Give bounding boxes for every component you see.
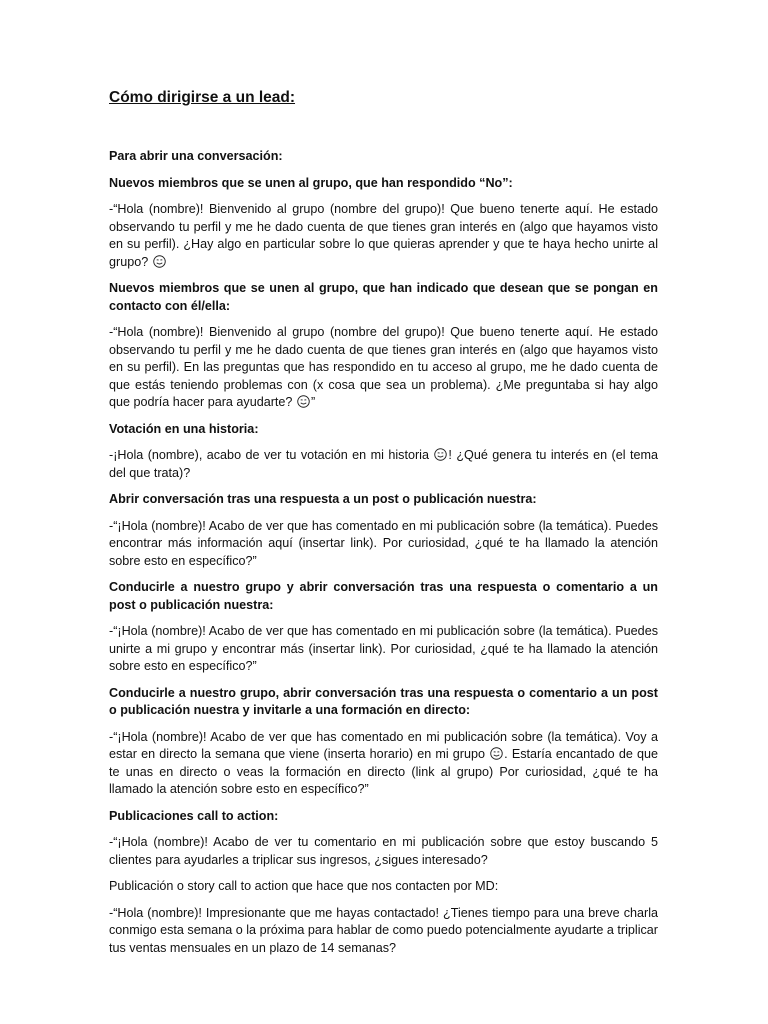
block-1-text: -“Hola (nombre)! Bienvenido al grupo (nombre del grupo)! Que bueno tenerte aquí. He estado observando tu perfil y me he dado cuenta de que tienes gran interés en (algo que hayamos visto en su perfil). En las preguntas que has respondido en tu acceso al grupo, me he dado cuenta de que estás teniendo problemas con (x cosa que sea un problema). ¿Me preguntaba si hay algo que podría hacer para ayudarte? ” <box>109 325 658 409</box>
document-title: Cómo dirigirse a un lead: <box>109 89 296 106</box>
block-5-heading: Conducirle a nuestro grupo, abrir conversación tras una respuesta o comentario a un post o publicación nuestra y invitarle a una formación en directo: <box>109 685 658 717</box>
block-0-heading: Nuevos miembros que se unen al grupo, que han respondido “No”: <box>109 175 513 190</box>
block-1-heading: Nuevos miembros que se unen al grupo, que han indicado que desean que se pongan en contacto con él/ella: <box>109 281 658 313</box>
block-7-text: -“Hola (nombre)! Impresionante que me hayas contactado! ¿Tienes tiempo para una breve charla conmigo esta semana o la próxima para hablar de como puedo potencialmente ayudarte a triplicar tus ventas mensuales en un plazo de 14 semanas? <box>109 905 658 955</box>
block-0-text: -“Hola (nombre)! Bienvenido al grupo (nombre del grupo)! Que bueno tenerte aquí. He estado observando tu perfil y me he dado cuenta de que tienes gran interés en (algo que hayamos visto en su perfil). ¿Hay algo en particular sobre lo que quieras aprender y que te haya hecho unirte al grupo? <box>109 202 658 269</box>
block-3-heading: Abrir conversación tras una respuesta a un post o publicación nuestra: <box>109 492 537 506</box>
wink-smiley-icon <box>490 747 503 760</box>
document-page <box>109 88 658 957</box>
wink-smiley-icon <box>297 395 310 408</box>
block-4-text: -“¡Hola (nombre)! Acabo de ver que has comentado en mi publicación sobre (la temática). Puedes unirte a mi grupo y encontrar más (insertar link). Por curiosidad, ¿qué te ha llamado la atención sobre esto en específico?” <box>109 624 658 673</box>
block-6-heading: Publicaciones call to action: <box>109 808 279 823</box>
block-5-text: -“¡Hola (nombre)! Acabo de ver que has comentado en mi publicación sobre (la temática). Voy a estar en directo la semana que viene (inserta horario) en mi grupo . Estaría encantado de que te unas en directo o veas la formación en directo (link al grupo) Por curiosidad, ¿qué te ha llamado la atención sobre esto en específico?” <box>109 729 658 796</box>
block-7-heading: Publicación o story call to action que hace que nos contacten por MD: <box>109 879 499 893</box>
block-2-text: -¡Hola (nombre), acabo de ver tu votación en mi historia ! ¿Qué genera tu interés en (el tema del que trata)? <box>109 448 658 480</box>
wink-smiley-icon <box>153 255 166 268</box>
block-6-text: -“¡Hola (nombre)! Acabo de ver tu comentario en mi publicación sobre que estoy buscando 5 clientes para ayudarles a triplicar sus ingresos, ¿sigues interesado? <box>109 835 658 867</box>
block-2-heading: Votación en una historia: <box>109 421 259 436</box>
block-3-text: -“¡Hola (nombre)! Acabo de ver que has comentado en mi publicación sobre (la temática). Puedes encontrar más información aquí (insertar link). Por curiosidad, ¿qué te ha llamado la atención sobre esto en específico?” <box>109 518 658 568</box>
wink-smiley-icon <box>434 448 447 461</box>
section-intro: Para abrir una conversación: <box>109 149 283 163</box>
block-4-heading: Conducirle a nuestro grupo y abrir conversación tras una respuesta o comentario a un post o publicación nuestra: <box>109 580 658 612</box>
